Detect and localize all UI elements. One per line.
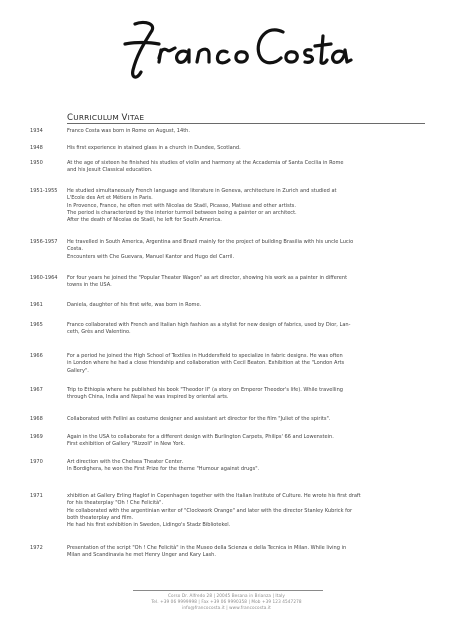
entry-text-line: The period is characterized by the interior turmoil between being a painter or an architect. — [67, 209, 297, 216]
entry-text-line: He travelled in South America, Argentina and Brazil mainly for the project of building Brasilia with his uncle Lucio — [67, 239, 354, 245]
footer-divider — [133, 590, 323, 591]
signature-svg — [115, 14, 355, 88]
entry-text-line: After the death of Nicolas de Staël, he left for South America. — [67, 217, 222, 224]
entry-text-line: Art direction with the Chelsea Theater Center. — [67, 459, 184, 465]
cv-entry — [30, 459, 435, 474]
entry-text — [67, 387, 425, 402]
entry-text-line: Franco collaborated with French and Italian high fashion as a stylist for new design of fabrics, used by Dior, Lan- — [67, 322, 351, 328]
cv-entry — [30, 387, 435, 402]
cv-entry — [30, 239, 435, 261]
entry-text-line: In Bordighera, he won the First Prize for the theme "Humour against drugs". — [67, 466, 260, 473]
entry-year: 1956-1957 — [30, 239, 58, 245]
entry-year: 1966 — [30, 353, 43, 359]
cv-entry — [30, 145, 435, 152]
entry-text — [67, 145, 425, 152]
entry-text — [67, 128, 425, 135]
heading-divider — [67, 123, 425, 124]
cv-entry — [30, 188, 435, 224]
entry-text-line: ceth, Grès and Valentino. — [67, 329, 131, 336]
footer-address: Corso Dr. Alfredo 28 | 20045 Besana in Brianza | Italy — [167, 593, 285, 598]
entry-text-line: Milan and Scandinavia he met Henry Unger and Kary Lash. — [67, 552, 216, 559]
entry-text — [67, 275, 425, 290]
entry-text — [67, 239, 425, 261]
entry-text — [67, 353, 425, 375]
entry-year: 1971 — [30, 493, 43, 499]
entry-text-line: He studied simultaneously French language and literature in Geneva, architecture in Zurich and studied at — [67, 188, 337, 194]
entry-text-line: His first experience in stained glass in a church in Dundee, Scotland. — [67, 145, 241, 151]
entry-text — [67, 459, 425, 474]
entry-text-line: At the age of sixteen he finished his studies of violin and harmony at the Accademia of Santa Cecilia in Rome — [67, 160, 344, 166]
entry-text-line: Franco Costa was born in Rome on August, 14th. — [67, 128, 190, 134]
entry-year: 1950 — [30, 160, 43, 166]
entry-text — [67, 416, 425, 423]
cv-entry — [30, 434, 435, 449]
entry-year: 1967 — [30, 387, 43, 393]
cv-entry — [30, 545, 435, 560]
entry-text-line: Encounters with Che Guevara, Manuel Kantor and Hugo del Carril. — [67, 253, 235, 260]
cv-entry — [30, 322, 435, 337]
entry-text-line: Again in the USA to collaborate for a different design with Burlington Carpets, Philips' 66 and Lowenstein. — [67, 434, 334, 440]
entry-text-line: L'Ecole des Art et Métiers in Paris. — [67, 195, 153, 202]
curriculum-vitae-heading: CURRICULUM VITAE — [67, 113, 145, 123]
entry-year: 1960-1964 — [30, 275, 58, 281]
cv-entry — [30, 416, 435, 423]
entry-text-line: for his theaterplay "Oh ! Che Felicità". — [67, 500, 164, 507]
entry-text — [67, 434, 425, 449]
entry-text-line: Daniela, daughter of his first wife, was born in Rome. — [67, 302, 202, 308]
entry-text-line: Collaborated with Fellini as costume designer and assistant art director for the film "Juliet of the spirits". — [67, 416, 331, 422]
entry-text — [67, 545, 425, 560]
entry-year: 1969 — [30, 434, 43, 440]
entry-text-line: and his Jesuit Classical education. — [67, 167, 153, 174]
entry-year: 1972 — [30, 545, 43, 551]
entry-text-line: First exhibition of Gallery "Rizzoli" in New York. — [67, 441, 186, 448]
entry-year: 1970 — [30, 459, 43, 465]
entry-text-line: Costa. — [67, 246, 83, 253]
entry-text-line: For four years he joined the "Popular Theater Wagon" as art director, showing his work as a painter in different — [67, 275, 348, 281]
entry-text-line: xhibition at Gallery Erling Haglof in Copenhagen together with the Italian Institute of Culture. He wrote his first draft — [67, 493, 361, 499]
cv-entry — [30, 302, 435, 309]
entry-text-line: Gallery". — [67, 367, 89, 374]
cv-entry — [30, 160, 435, 175]
cv-entry — [30, 493, 435, 529]
entry-text — [67, 188, 425, 224]
entry-year: 1968 — [30, 416, 43, 422]
entry-text-line: In Provence, France, he often met with Nicolas de Staël, Picasso, Matisse and other artists. — [67, 202, 296, 209]
entry-text-line: He collaborated with the argentinian writer of "Clockwork Orange" and later with the director Stanley Kubrick for — [67, 507, 353, 514]
entry-year: 1948 — [30, 145, 43, 151]
footer-phone: Tel. +39 06 9999998 | Fax +39 06 9990358 | Mob +39 123 4547278 — [151, 599, 302, 604]
entry-text-line: Presentation of the script "Oh ! Che Felicità" in the Museo della Scienza e della Tecnica in Milan. While living in — [67, 545, 347, 551]
entry-text-line: He had his first exhibition in Sweden, Lidingo's Stadz Bibliotekel. — [67, 522, 231, 529]
entry-text — [67, 322, 425, 337]
entry-text-line: in London where he had a close friendship and collaboration with Cecil Beaton. Exhibition at the "London Arts — [67, 360, 345, 367]
entry-year: 1961 — [30, 302, 43, 308]
footer-contact: info@francocosta.it | www.francocosta.it — [182, 605, 271, 610]
entry-year: 1951-1955 — [30, 188, 58, 194]
entry-text-line: For a period he joined the High School of Textiles in Huddersfield to specialize in fabric designs. He was often — [67, 353, 343, 359]
entry-text-line: both theaterplay and film. — [67, 514, 134, 521]
entry-text-line: through China, India and Nepal he was inspired by oriental arts. — [67, 394, 229, 401]
cv-entry — [30, 275, 435, 290]
cv-entry — [30, 128, 435, 135]
entry-text — [67, 160, 425, 175]
entry-text-line: Trip to Ethiopia where he published his book "Theodor II" (a story on Emperor Theodor's life). While travelling — [67, 387, 343, 393]
entry-year: 1965 — [30, 322, 43, 328]
entry-text-line: towns in the USA. — [67, 282, 112, 289]
cv-entry — [30, 353, 435, 375]
signature-image — [115, 14, 355, 88]
entry-text — [67, 493, 425, 529]
entry-year: 1934 — [30, 128, 43, 134]
entry-text — [67, 302, 425, 309]
